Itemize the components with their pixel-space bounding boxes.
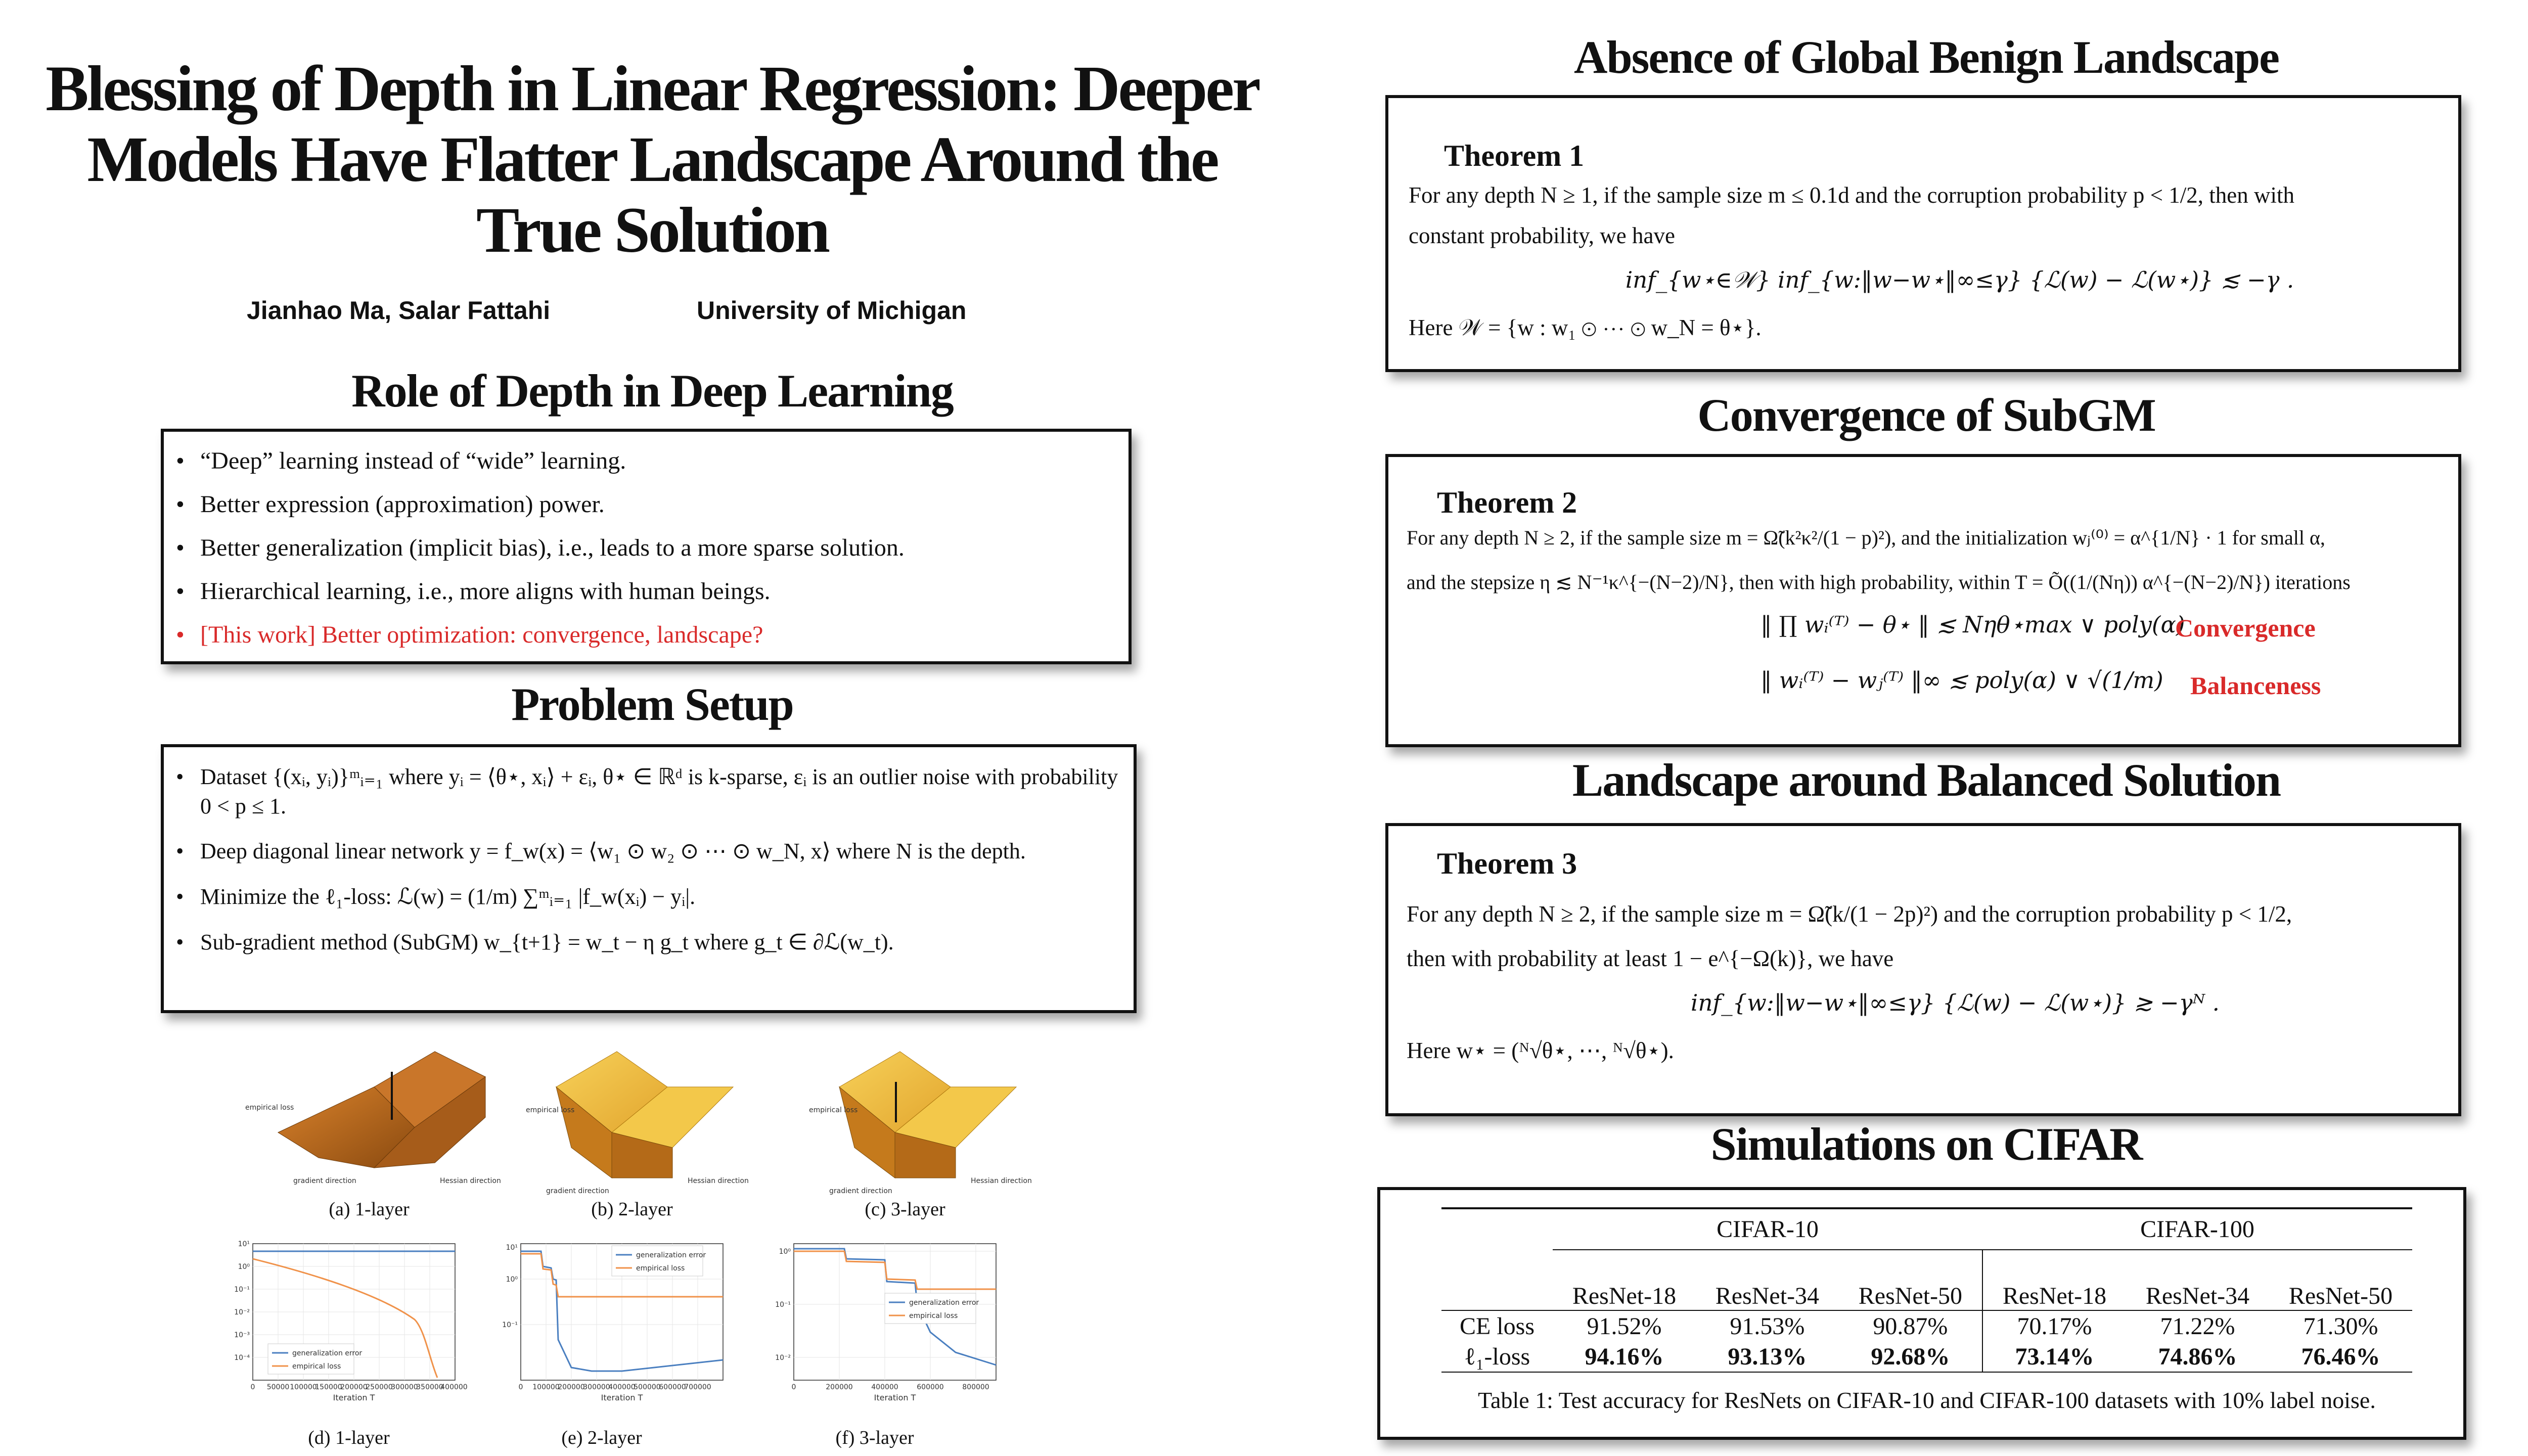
surface-2layer	[526, 1052, 749, 1195]
xtick: 600000	[917, 1383, 944, 1391]
caption-a: (a) 1-layer	[329, 1199, 410, 1220]
setup-box	[161, 744, 1137, 1013]
xtick: 100000	[290, 1383, 317, 1391]
model-header: ResNet-34	[2145, 1283, 2250, 1309]
theorem2-line2: and the stepsize η ≲ N⁻¹κ^{−(N−2)/N}, then with high probability, within T = Õ((1/(Nη)) α^{−(N−2)/N}) iterations	[1407, 571, 2351, 594]
xtick: 500000	[634, 1383, 661, 1391]
ytick: 10⁰	[506, 1276, 518, 1284]
curve-1layer	[234, 1240, 468, 1402]
table-cell: 93.13%	[1728, 1343, 1807, 1370]
theorem1-line2: constant probability, we have	[1409, 223, 1675, 248]
surface-zlabel: Hessian direction	[688, 1177, 749, 1185]
xtick: 300000	[391, 1383, 418, 1391]
role-item-highlight: • [This work] Better optimization: convergence, landscape?	[169, 620, 1123, 650]
role-item: • Better generalization (implicit bias), i.e., leads to a more sparse solution.	[169, 533, 1123, 563]
role-item: • “Deep” learning instead of “wide” learning.	[169, 446, 1123, 476]
xlabel: Iteration T	[333, 1393, 375, 1402]
role-item: • Hierarchical learning, i.e., more aligns with human beings.	[169, 576, 1123, 607]
table-cell: 91.52%	[1587, 1312, 1662, 1340]
ytick: 10⁰	[779, 1248, 791, 1256]
legend-gen: generalization error	[909, 1299, 979, 1307]
theorem1-eq: inf_{w⋆∈𝒲} inf_{w:‖w−w⋆‖∞≤γ} {ℒ(w) − ℒ(w⋆)} ≲ −γ .	[1625, 266, 2294, 293]
surface-xlabel: gradient direction	[293, 1177, 356, 1185]
xtick: 50000	[266, 1383, 290, 1391]
theorem3-title: Theorem 3	[1437, 847, 1577, 880]
xtick: 400000	[608, 1383, 636, 1391]
xtick: 200000	[558, 1383, 585, 1391]
theorem3-line2: then with probability at least 1 − e^{−Ω(k)}, we have	[1407, 946, 1894, 971]
setup-heading: Problem Setup	[511, 678, 793, 730]
group-cifar100: CIFAR-100	[1982, 1209, 2412, 1250]
theorem2-line1: For any depth N ≥ 2, if the sample size m = Ω̃(k²κ²/(1 − p)²), and the initialization wⱼ⁽⁰⁾ = α^{1/N} · 1 for small α,	[1407, 526, 2325, 549]
legend-emp: empirical loss	[909, 1312, 958, 1320]
theorem1-title: Theorem 1	[1444, 139, 1585, 172]
theorem1-line1: For any depth N ≥ 1, if the sample size m ≤ 0.1d and the corruption probability p < 1/2, then with	[1409, 183, 2294, 208]
xtick: 350000	[416, 1383, 443, 1391]
ytick: 10⁻²	[234, 1308, 250, 1316]
curve-3layer	[775, 1244, 996, 1402]
affiliation: University of Michigan	[697, 296, 967, 325]
theorem2-box	[1385, 454, 2461, 747]
surface-xlabel: gradient direction	[829, 1187, 892, 1195]
xtick: 200000	[826, 1383, 853, 1391]
xtick: 0	[518, 1383, 523, 1391]
table-cell: 92.68%	[1839, 1341, 1982, 1372]
surface-xlabel: gradient direction	[546, 1187, 609, 1195]
xtick: 0	[791, 1383, 796, 1391]
xlabel: Iteration T	[601, 1393, 643, 1402]
theorem1-here: Here 𝒲 = {w : w₁ ⊙ ⋯ ⊙ w_N = θ⋆}.	[1409, 315, 1762, 340]
ytick: 10¹	[238, 1240, 250, 1248]
xlabel: Iteration T	[874, 1393, 916, 1402]
role-heading: Role of Depth in Deep Learning	[351, 365, 953, 417]
authors: Jianhao Ma, Salar Fattahi	[247, 296, 551, 325]
xtick: 600000	[659, 1383, 686, 1391]
xtick: 800000	[962, 1383, 989, 1391]
theorem3-line1: For any depth N ≥ 2, if the sample size m = Ω̃(k/(1 − 2p)²) and the corruption probability p < 1/2,	[1407, 901, 2292, 927]
surface-1layer	[245, 1052, 501, 1185]
table-cell: 73.14%	[2015, 1343, 2094, 1370]
ytick: 10⁻¹	[775, 1301, 791, 1309]
surface-ylabel: empirical loss	[809, 1106, 858, 1114]
row-label: ℓ₁-loss	[1464, 1343, 1530, 1370]
balanceness-label: Balanceness	[2190, 671, 2321, 700]
ytick: 10⁻²	[775, 1354, 791, 1362]
ytick: 10⁻¹	[502, 1321, 518, 1329]
ytick: 10⁰	[238, 1263, 250, 1271]
absence-heading: Absence of Global Benign Landscape	[1574, 31, 2279, 83]
legend-emp: empirical loss	[636, 1264, 685, 1272]
legend-gen: generalization error	[636, 1251, 706, 1259]
ytick: 10⁻⁴	[234, 1354, 250, 1362]
curve-2layer	[502, 1244, 723, 1402]
model-header: ResNet-50	[1839, 1250, 1982, 1310]
sim-box	[1377, 1187, 2466, 1440]
surface-ylabel: empirical loss	[245, 1104, 294, 1112]
xtick: 250000	[366, 1383, 393, 1391]
table-cell: 91.53%	[1730, 1312, 1805, 1340]
xtick: 150000	[315, 1383, 342, 1391]
caption-b: (b) 2-layer	[591, 1199, 673, 1220]
group-cifar10: CIFAR-10	[1553, 1209, 1982, 1250]
xtick: 400000	[871, 1383, 898, 1391]
table-cell: 71.30%	[2303, 1312, 2378, 1340]
role-item: • Better expression (approximation) power.	[169, 489, 1123, 520]
legend-emp: empirical loss	[292, 1362, 341, 1371]
model-header: ResNet-34	[1715, 1283, 1820, 1309]
conv-heading: Convergence of SubGM	[1697, 389, 2155, 441]
surface-3layer	[809, 1052, 1032, 1195]
theorem2-title: Theorem 2	[1437, 486, 1577, 519]
table-cell: 76.46%	[2301, 1343, 2380, 1370]
poster-title: Blessing of Depth in Linear Regression: Deeper Models Have Flatter Landscape Around the True Solution	[46, 53, 1259, 266]
theorem3-box	[1385, 823, 2461, 1116]
ytick: 10¹	[506, 1244, 518, 1252]
xtick: 0	[250, 1383, 255, 1391]
setup-item: • Deep diagonal linear network y = f_w(x) = ⟨w₁ ⊙ w₂ ⊙ ⋯ ⊙ w_N, x⟩ where N is the depth.	[169, 836, 1128, 867]
model-header: ResNet-18	[2002, 1283, 2107, 1309]
setup-item: • Dataset {(xᵢ, yᵢ)}ᵐᵢ₌₁ where yᵢ = ⟨θ⋆, xᵢ⟩ + εᵢ, θ⋆ ∈ ℝᵈ is k-sparse, εᵢ is an outlier noise with probability 0 < p ≤ 1.	[169, 762, 1128, 821]
xtick: 700000	[684, 1383, 711, 1391]
table-cell: 94.16%	[1585, 1343, 1664, 1370]
table-cell: 90.87%	[1839, 1310, 1982, 1341]
setup-list	[169, 762, 1128, 958]
theorem1-box	[1385, 95, 2461, 372]
xtick: 100000	[532, 1383, 560, 1391]
convergence-label: Convergence	[2175, 614, 2316, 642]
caption-c: (c) 3-layer	[865, 1199, 945, 1220]
model-header: ResNet-18	[1572, 1283, 1677, 1309]
surface-zlabel: Hessian direction	[971, 1177, 1032, 1185]
table-caption: Table 1: Test accuracy for ResNets on CIFAR-10 and CIFAR-100 datasets with 10% label noise.	[1478, 1387, 2376, 1413]
theorem2-eq-convergence: ‖ ∏ wᵢ⁽ᵀ⁾ − θ⋆ ‖ ≲ Nηθ⋆max ∨ poly(α)	[1760, 611, 2185, 638]
ytick: 10⁻³	[234, 1331, 250, 1339]
xtick: 200000	[340, 1383, 368, 1391]
caption-d: (d) 1-layer	[308, 1427, 390, 1448]
loss-curve-figures	[212, 1239, 1042, 1410]
legend-gen: generalization error	[292, 1349, 363, 1357]
row-label: CE loss	[1459, 1312, 1534, 1340]
cifar-table-wrap	[1441, 1207, 2412, 1373]
table-cell: 70.17%	[2017, 1312, 2092, 1340]
table-cell: 74.86%	[2158, 1343, 2237, 1370]
role-list	[169, 446, 1123, 650]
setup-item: • Sub-gradient method (SubGM) w_{t+1} = w_t − η g_t where g_t ∈ ∂ℒ(w_t).	[169, 927, 1128, 958]
caption-f: (f) 3-layer	[835, 1427, 914, 1448]
theorem3-here: Here w⋆ = (ᴺ√θ⋆, ⋯, ᴺ√θ⋆).	[1407, 1038, 1674, 1063]
theorem2-eq-balance: ‖ wᵢ⁽ᵀ⁾ − wⱼ⁽ᵀ⁾ ‖∞ ≲ poly(α) ∨ √(1/m)	[1760, 667, 2163, 694]
xtick: 300000	[583, 1383, 610, 1391]
setup-item: • Minimize the ℓ₁-loss: ℒ(w) = (1/m) ∑ᵐᵢ₌₁ |f_w(xᵢ) − yᵢ|.	[169, 882, 1128, 912]
surface-ylabel: empirical loss	[526, 1106, 575, 1114]
sim-heading: Simulations on CIFAR	[1710, 1118, 2142, 1170]
caption-e: (e) 2-layer	[561, 1427, 642, 1448]
theorem3-eq: inf_{w:‖w−w⋆‖∞≤γ} {ℒ(w) − ℒ(w⋆)} ≳ −γᴺ .	[1691, 989, 2220, 1016]
surface-zlabel: Hessian direction	[440, 1177, 501, 1185]
table-cell: 71.22%	[2160, 1312, 2235, 1340]
role-box	[161, 429, 1132, 664]
cifar-table	[1441, 1209, 2412, 1372]
model-header: ResNet-50	[2288, 1283, 2393, 1309]
landscape-heading: Landscape around Balanced Solution	[1572, 754, 2281, 806]
ytick: 10⁻¹	[234, 1286, 250, 1294]
xtick: 400000	[440, 1383, 468, 1391]
